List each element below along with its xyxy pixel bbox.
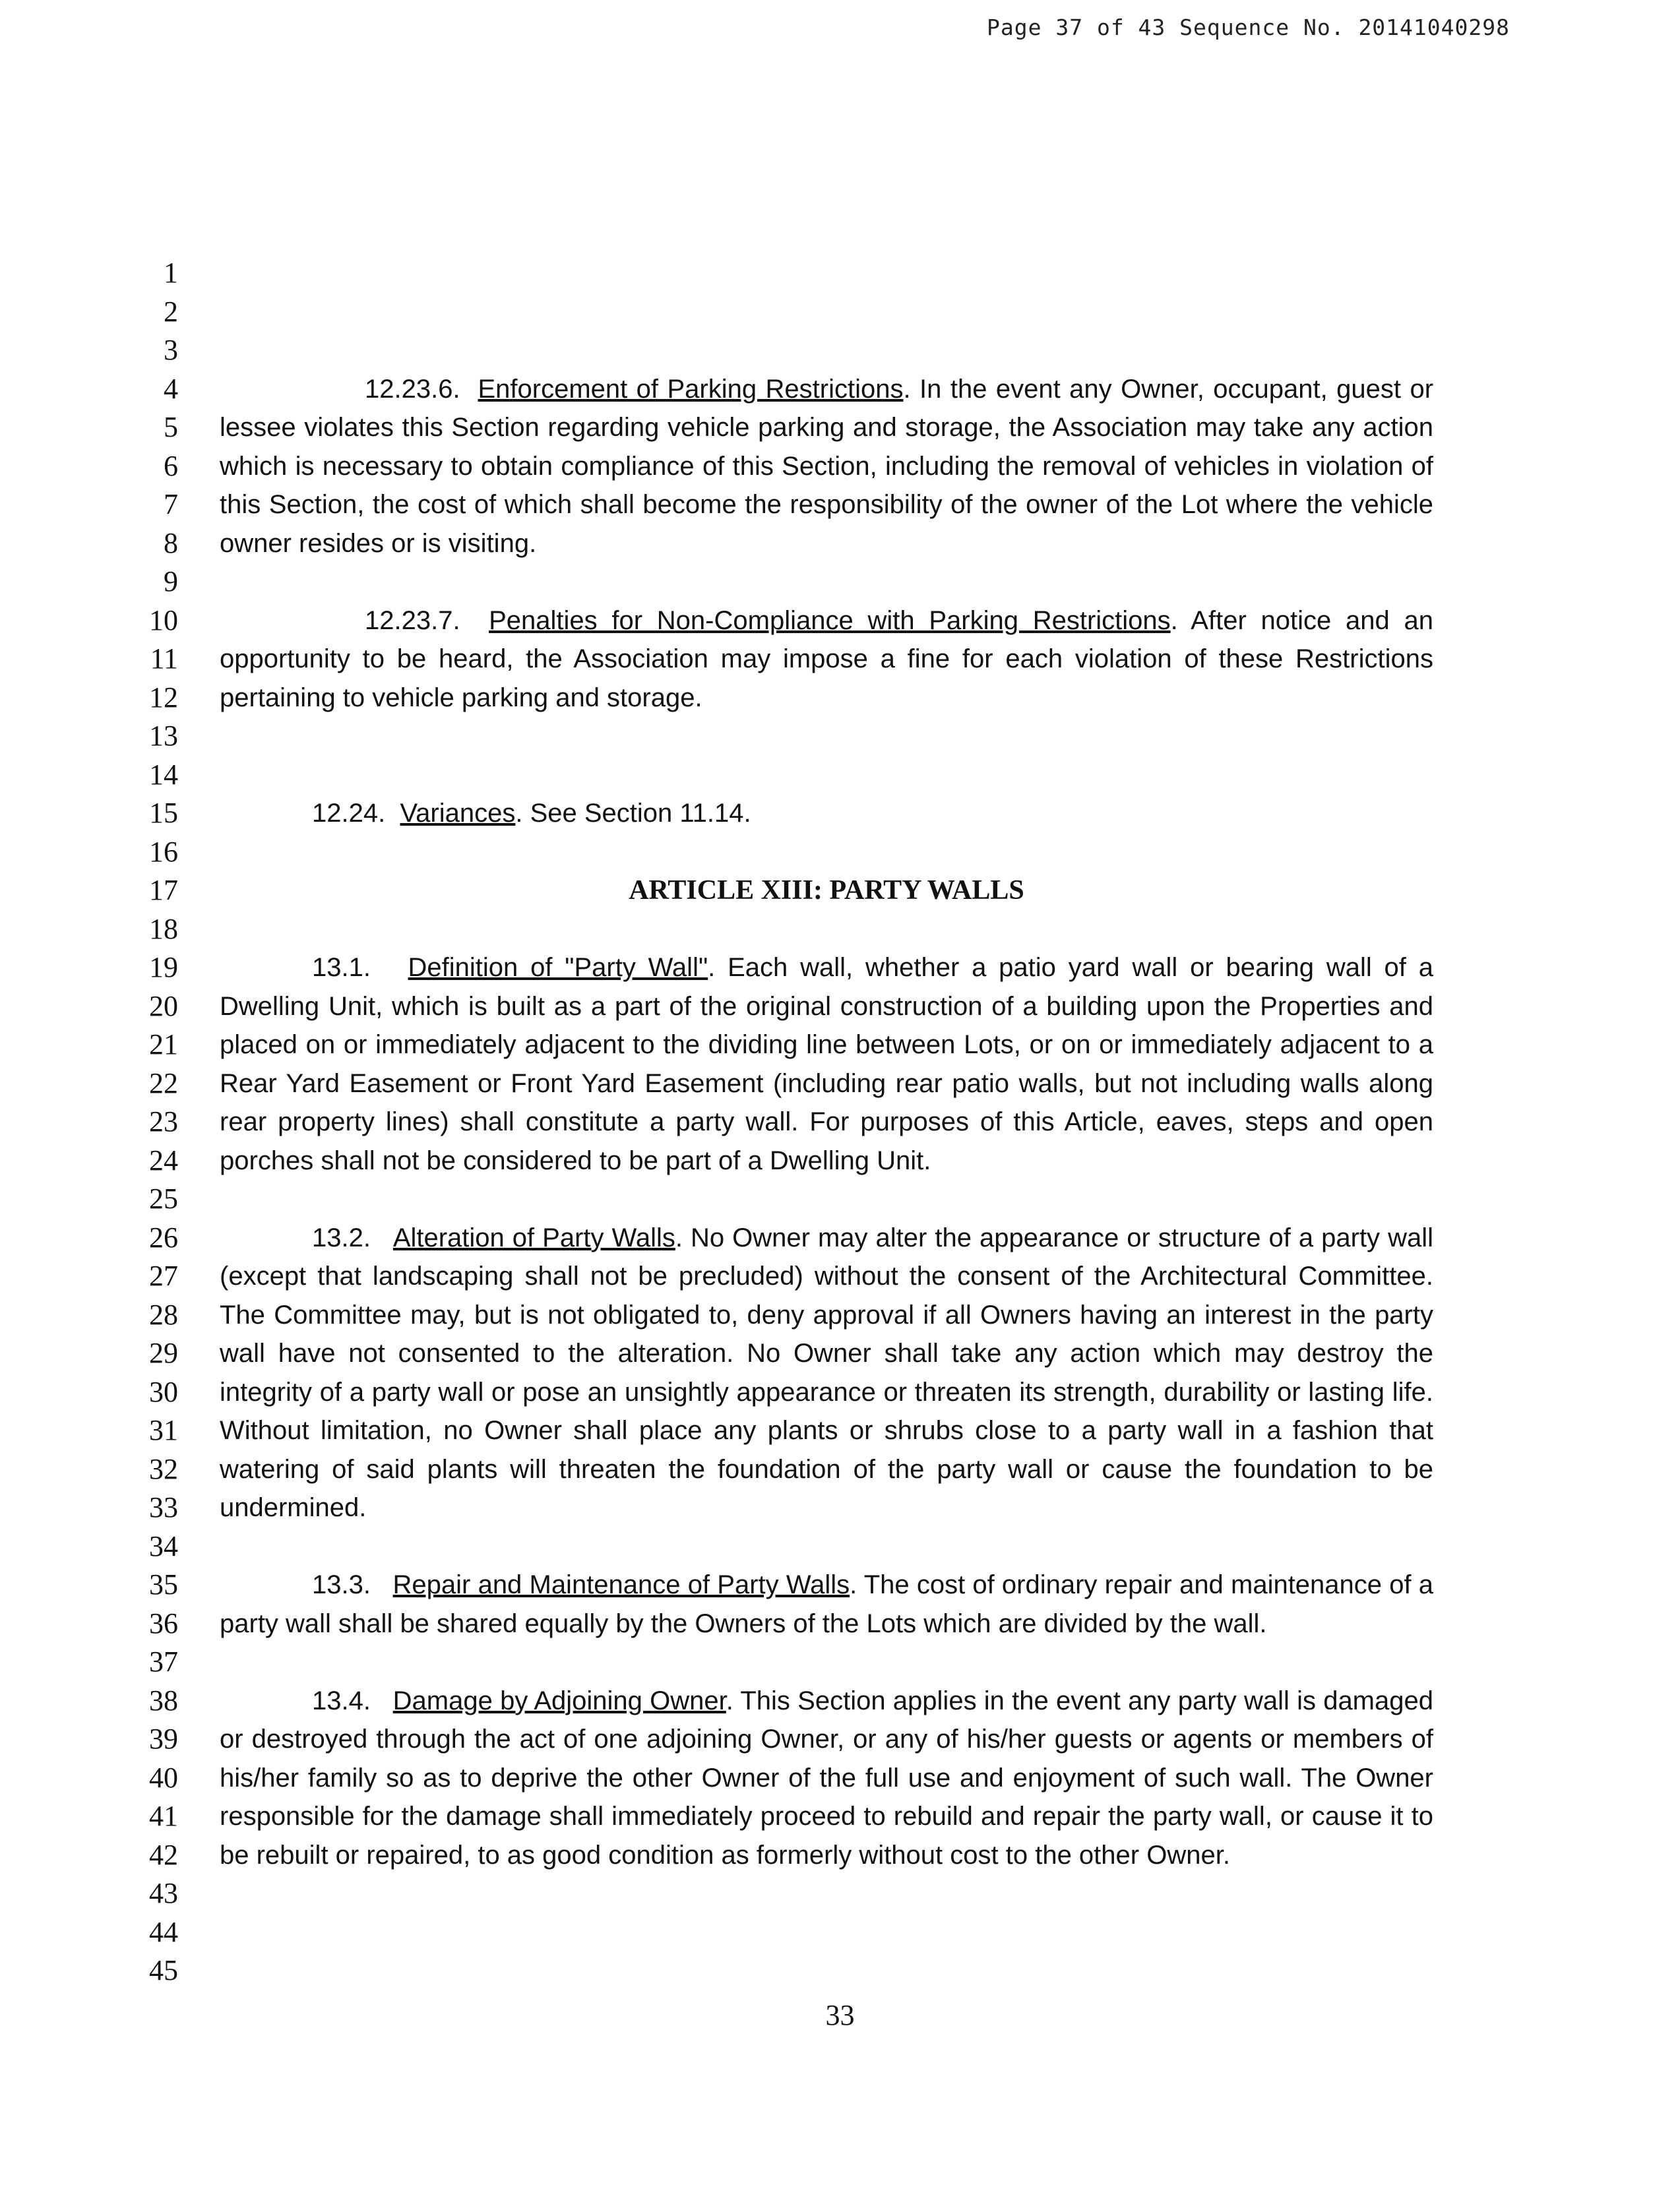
line-number: 24: [149, 1144, 178, 1177]
line-number: 36: [149, 1607, 178, 1640]
line-number: 42: [149, 1838, 178, 1871]
section-title: Repair and Maintenance of Party Walls: [392, 1570, 850, 1599]
section-number: 13.2.: [312, 1223, 371, 1252]
line-number: 14: [149, 758, 178, 791]
document-body: [220, 254, 1433, 1874]
section-13-2: [220, 1219, 1433, 1527]
line-number: 21: [149, 1028, 178, 1060]
page-header: Page 37 of 43 Sequence No. 20141040298: [987, 15, 1510, 40]
line-number: 44: [149, 1915, 178, 1948]
line-number: 37: [149, 1645, 178, 1678]
section-12-23-6: [220, 370, 1433, 563]
section-title: Definition of "Party Wall": [408, 953, 708, 982]
section-title: Enforcement of Parking Restrictions: [478, 374, 904, 404]
line-number: 38: [149, 1684, 178, 1717]
section-body: . Each wall, whether a patio yard wall or bearing wall of a Dwelling Unit, which is built as a part of the original construction of a building upon the Properties and placed on or immediately adjacent to the dividing line between Lots, or on or immediately adjacent to a Rear Yard Easement or Front Yard Easement (including rear patio walls, but not including walls along rear property lines) shall constitute a party wall. For purposes of this Article, eaves, steps and open porches shall not be considered to be part of a Dwelling Unit.: [220, 953, 1433, 1175]
line-number: 9: [164, 565, 178, 598]
line-number: 23: [149, 1105, 178, 1138]
line-number: 32: [149, 1452, 178, 1485]
line-number: 40: [149, 1761, 178, 1794]
line-number: 35: [149, 1568, 178, 1601]
line-number: 15: [149, 797, 178, 829]
line-number: 27: [149, 1260, 178, 1292]
line-number: 43: [149, 1877, 178, 1909]
section-number: 13.3.: [312, 1570, 371, 1599]
line-number: 10: [149, 603, 178, 636]
page-number: 33: [825, 1999, 855, 2031]
section-number: 12.23.6.: [365, 374, 460, 404]
line-number: 5: [164, 411, 178, 443]
section-title: Alteration of Party Walls: [392, 1223, 675, 1252]
section-title: Damage by Adjoining Owner: [392, 1686, 726, 1715]
section-title: Penalties for Non-Compliance with Parking Restrictions: [489, 605, 1171, 635]
section-12-24: [220, 794, 1433, 833]
line-number: 25: [149, 1183, 178, 1215]
section-number: 12.23.7.: [365, 605, 460, 635]
section-13-3: [220, 1566, 1433, 1643]
section-body: . This Section applies in the event any party wall is damaged or destroyed through the act of one adjoining Owner, or any of his/her guests or agents or members of his/her family so as to deprive the other Owner of the full use and enjoyment of such wall. The Owner responsible for the damage shall immediately proceed to rebuild and repair the party wall, or cause it to be rebuilt or repaired, to as good condition as formerly without cost to the other Owner.: [220, 1686, 1433, 1870]
section-number: 13.1.: [312, 953, 371, 982]
line-number: 31: [149, 1414, 178, 1446]
line-number: 18: [149, 912, 178, 945]
line-number: 33: [149, 1491, 178, 1523]
line-number: 16: [149, 835, 178, 868]
line-number: 45: [149, 1954, 178, 1986]
section-body: . In the event any Owner, occupant, guest or lessee violates this Section regarding vehicle parking and storage, the Association may take any action which is necessary to obtain compliance of this Section, including the removal of vehicles in violation of this Section, the cost of which shall become the responsibility of the owner of the Lot where the vehicle owner resides or is visiting.: [220, 374, 1434, 558]
line-number: 12: [149, 681, 178, 714]
line-number: 13: [149, 720, 178, 752]
section-body: . See Section 11.14.: [515, 799, 751, 828]
line-number: 11: [150, 642, 178, 675]
line-number: 30: [149, 1375, 178, 1408]
line-number: 22: [149, 1066, 178, 1099]
section-body: . No Owner may alter the appearance or structure of a party wall (except that landscaping shall not be precluded) without the consent of the Architectural Committee. The Committee may, but is not obligated to, deny approval if all Owners having an interest in the party wall have not consented to the alteration. No Owner shall take any action which may destroy the integrity of a party wall or pose an unsightly appearance or threaten its strength, durability or lasting life. Without limitation, no Owner shall place any plants or shrubs close to a party wall in a fashion that watering of said plants will threaten the foundation of the party wall or cause the foundation to be undermined.: [220, 1223, 1433, 1522]
line-number: 20: [149, 989, 178, 1022]
line-number: 26: [149, 1221, 178, 1254]
section-13-4: [220, 1682, 1433, 1875]
line-number: 17: [149, 874, 178, 906]
line-number: 1: [164, 257, 178, 289]
line-number: 39: [149, 1723, 178, 1755]
line-number: 8: [164, 526, 178, 559]
section-12-23-7: [220, 601, 1433, 718]
section-body: . After notice and an opportunity to be heard, the Association may impose a fine for each violation of these Restrictions pertaining to vehicle parking and storage.: [220, 605, 1433, 712]
line-number: 29: [149, 1337, 178, 1369]
line-number: 28: [149, 1298, 178, 1331]
section-13-1: [220, 948, 1433, 1180]
line-number: 6: [164, 449, 178, 482]
article-heading: ARTICLE XIII: PARTY WALLS: [629, 875, 1024, 906]
line-number: 34: [149, 1529, 178, 1562]
line-number: 41: [149, 1800, 178, 1832]
line-numbers: [99, 254, 178, 1990]
line-number: 3: [164, 334, 178, 366]
section-body: . The cost of ordinary repair and maintenance of a party wall shall be shared equally by the Owners of the Lots which are divided by the wall.: [220, 1570, 1434, 1638]
line-number: 7: [164, 488, 178, 520]
line-number: 19: [149, 951, 178, 983]
line-number: 4: [164, 372, 178, 405]
section-title: Variances: [400, 799, 516, 828]
section-number: 13.4.: [312, 1686, 371, 1715]
line-number: 2: [164, 295, 178, 328]
section-number: 12.24.: [312, 799, 386, 828]
